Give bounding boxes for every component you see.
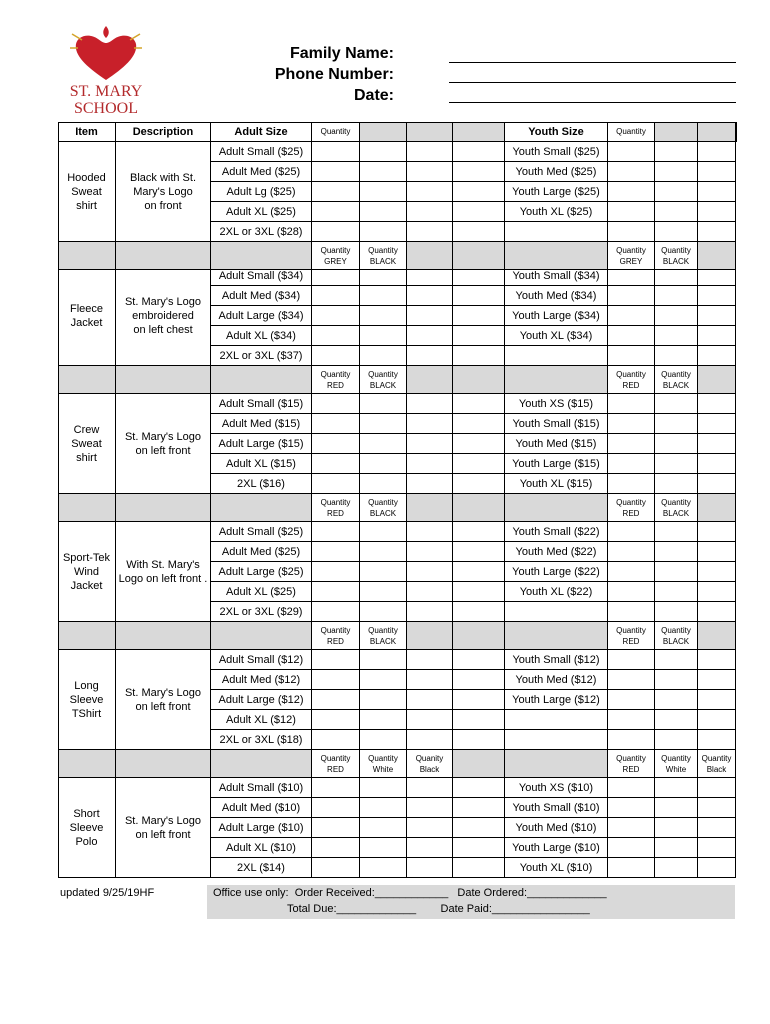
youth-size-option: Youth XL ($15) [505,474,608,494]
qty-color-header: Quantity Black [698,750,736,778]
adult-size-option: 2XL ($16) [211,474,312,494]
qty-color-header: Quantity BLACK [360,366,407,394]
date-label: Date: [353,87,394,104]
youth-size-option: Youth Med ($12) [505,670,608,690]
product-item-name: Fleece Jacket [58,266,116,366]
youth-size-option: Youth Med ($15) [505,434,608,454]
youth-size-option: Youth Large ($10) [505,838,608,858]
youth-size-option: Youth Large ($15) [505,454,608,474]
adult-size-option: Adult Med ($15) [211,414,312,434]
qty-color-header: Quantity GREY [312,242,360,270]
qty-color-header: Quantity White [360,750,407,778]
phone-number-label: Phone Number: [274,66,394,83]
col-header-description: Description [116,122,211,142]
youth-size-option: Youth XS ($15) [505,394,608,414]
col-header-quantity-youth: Quantity [608,122,655,142]
adult-size-option: Adult XL ($34) [211,326,312,346]
office-use-line2: Total Due:_____________ Date Paid:________________ [287,903,590,915]
heart-logo-icon [46,24,166,84]
qty-color-header: Quantity BLACK [655,366,698,394]
product-description: St. Mary's Logo embroidered on left chest [116,266,211,366]
adult-size-option: Adult Med ($34) [211,286,312,306]
logo-text-line1: ST. MARY [69,83,143,100]
logo-ray [72,34,82,40]
product-description: With St. Mary's Logo on left front . [116,522,211,622]
adult-size-option: Adult Med ($12) [211,670,312,690]
youth-size-option: Youth Small ($22) [505,522,608,542]
family-name-field[interactable] [449,62,736,63]
qty-color-header: Quantity RED [312,494,360,522]
youth-size-option: Youth Small ($34) [505,266,608,286]
spacer [736,122,737,142]
qty-color-header: Quantity BLACK [655,494,698,522]
adult-size-option: Adult XL ($15) [211,454,312,474]
qty-color-header: Quantity BLACK [360,242,407,270]
youth-size-option: Youth Small ($15) [505,414,608,434]
adult-size-option: Adult XL ($12) [211,710,312,730]
youth-size-option: Youth Large ($12) [505,690,608,710]
youth-size-option: Youth Med ($25) [505,162,608,182]
adult-size-option: Adult Large ($34) [211,306,312,326]
youth-size-option: Youth XL ($25) [505,202,608,222]
adult-size-option: Adult XL ($25) [211,202,312,222]
youth-size-option: Youth Small ($12) [505,650,608,670]
product-item-name: Crew Sweat shirt [58,394,116,494]
adult-size-option: Adult Med ($25) [211,162,312,182]
family-name-label: Family Name: [289,45,394,62]
adult-size-option: Adult Large ($15) [211,434,312,454]
table-frame [58,122,736,878]
adult-size-option: Adult Large ($12) [211,690,312,710]
adult-size-option: Adult Small ($15) [211,394,312,414]
adult-size-option: Adult Large ($10) [211,818,312,838]
product-description: St. Mary's Logo on left front [116,394,211,494]
qty-color-header: Quantity RED [312,622,360,650]
qty-color-header: Quantity RED [312,750,360,778]
qty-color-header: Quantity GREY [608,242,655,270]
qty-color-header: Quantity RED [608,622,655,650]
adult-size-option: Adult Lg ($25) [211,182,312,202]
col-header-quantity-adult: Quantity [312,122,360,142]
adult-size-option: Adult Small ($34) [211,266,312,286]
logo-heart [76,36,136,80]
qty-color-header: Quantity White [655,750,698,778]
col-header-adult-size: Adult Size [211,122,312,142]
qty-color-header: Quantity RED [608,366,655,394]
youth-size-option: Youth Large ($25) [505,182,608,202]
qty-color-header: Quantity BLACK [360,494,407,522]
youth-size-option: Youth Large ($34) [505,306,608,326]
product-item-name: Long Sleeve TShirt [58,650,116,750]
product-description: St. Mary's Logo on left front [116,650,211,750]
logo-flame [103,26,108,38]
youth-size-option: Youth XL ($22) [505,582,608,602]
office-use-box [207,885,735,919]
youth-size-option: Youth XS ($10) [505,778,608,798]
col-header-item: Item [58,122,116,142]
product-description: St. Mary's Logo on left front [116,778,211,878]
youth-size-option: Youth Small ($25) [505,142,608,162]
youth-size-option: Youth Med ($10) [505,818,608,838]
col-header-youth-size: Youth Size [505,122,608,142]
qty-color-header: Quantity BLACK [360,622,407,650]
product-item-name: Short Sleeve Polo [58,778,116,878]
adult-size-option: Adult Small ($25) [211,142,312,162]
adult-size-option: 2XL or 3XL ($29) [211,602,312,622]
qty-color-header: Quantity RED [608,750,655,778]
adult-size-option: 2XL or 3XL ($28) [211,222,312,242]
adult-size-option: Adult Small ($12) [211,650,312,670]
adult-size-option: 2XL or 3XL ($18) [211,730,312,750]
youth-size-option: Youth XL ($10) [505,858,608,878]
adult-size-option: Adult XL ($10) [211,838,312,858]
youth-size-option: Youth XL ($34) [505,326,608,346]
adult-size-option: Adult XL ($25) [211,582,312,602]
logo-ray [130,34,140,40]
logo-text-line2: SCHOOL [73,100,138,117]
youth-size-option: Youth Med ($34) [505,286,608,306]
youth-size-option: Youth Med ($22) [505,542,608,562]
office-use-line1: Office use only: Order Received:____________ Date Ordered:_____________ [213,887,607,899]
qty-color-header: Quantity BLACK [655,622,698,650]
adult-size-option: 2XL or 3XL ($37) [211,346,312,366]
qty-color-header: Quantity RED [608,494,655,522]
qty-color-header: Quantity BLACK [655,242,698,270]
date-field[interactable] [449,102,736,103]
youth-size-option: Youth Small ($10) [505,798,608,818]
youth-size-option: Youth Large ($22) [505,562,608,582]
updated-note: updated 9/25/19HF [60,887,155,899]
adult-size-option: 2XL ($14) [211,858,312,878]
adult-size-option: Adult Small ($10) [211,778,312,798]
qty-color-header: Quanity Black [407,750,453,778]
adult-size-option: Adult Large ($25) [211,562,312,582]
product-item-name: Hooded Sweat shirt [58,142,116,242]
school-logo [46,24,166,124]
phone-number-field[interactable] [449,82,736,83]
product-item-name: Sport-Tek Wind Jacket [58,522,116,622]
adult-size-option: Adult Small ($25) [211,522,312,542]
qty-color-header: Quantity RED [312,366,360,394]
product-description: Black with St. Mary's Logo on front [116,142,211,242]
adult-size-option: Adult Med ($25) [211,542,312,562]
adult-size-option: Adult Med ($10) [211,798,312,818]
